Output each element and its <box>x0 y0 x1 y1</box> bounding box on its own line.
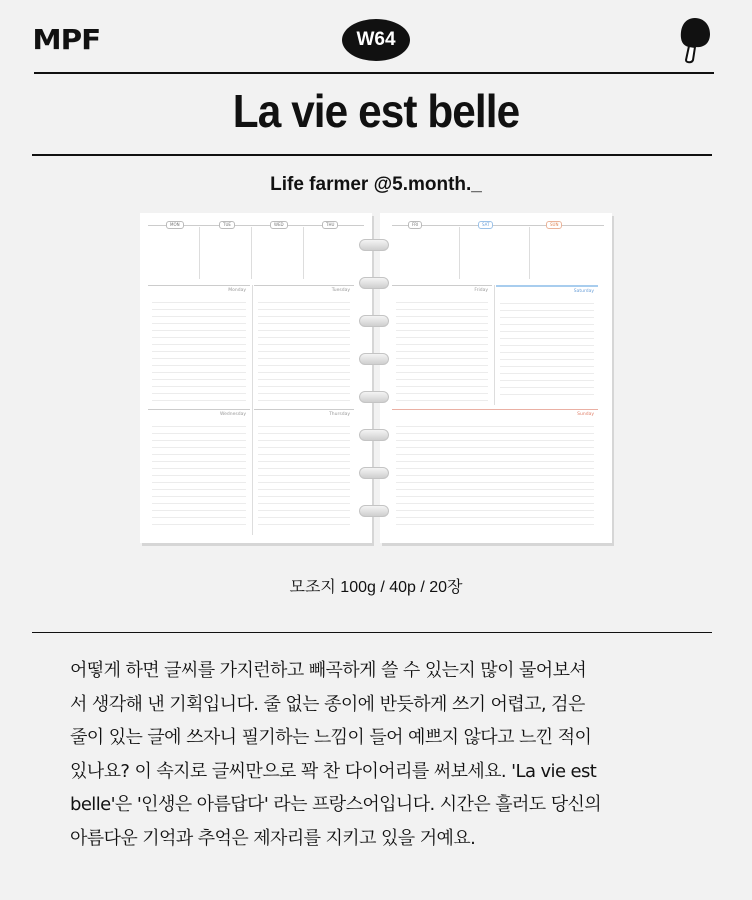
monday-box: Monday <box>148 285 250 405</box>
day-header-sat: SAT <box>478 221 493 229</box>
friday-box: Friday <box>392 285 492 405</box>
title-divider <box>32 154 712 156</box>
binder-rings <box>359 237 389 537</box>
day-header-mon: MON <box>166 221 184 229</box>
product-title: La vie est belle <box>232 85 520 137</box>
sunday-box: Sunday <box>392 409 598 535</box>
day-header-tue: TUE <box>219 221 235 229</box>
day-header-fri: FRI <box>408 221 422 229</box>
header <box>0 0 752 74</box>
saturday-box: Saturday <box>496 285 598 405</box>
paper-spec: 모조지 100g / 40p / 20장 <box>289 579 463 596</box>
planner-right-page <box>380 213 612 543</box>
author-credit: Life farmer @5.month._ <box>270 174 482 195</box>
planner-left-page <box>140 213 372 543</box>
wednesday-box: Wednesday <box>148 409 250 535</box>
tuesday-box: Tuesday <box>254 285 354 405</box>
product-description: 어떻게 하면 글씨를 가지런하고 빼곡하게 쓸 수 있는지 많이 물어보셔 서 생각해 낸 기획입니다. 줄 없는 종이에 반듯하게 쓰기 어렵고, 검은 줄이 있는 글에 쓰자니 필기하는 느낌이 들어 예쁘지 않다고 느낀 적이 있나요? 이 속지로 글씨만으로 꽉 찬 다이어리를 써보세요. 'La vie est belle'은 '인생은 아름답다' 라는 프랑스어입니다. 시간은 흘러도 당신의 아름다운 기억과 추억은 제자리를 지키고 있을 거예요. <box>70 660 602 849</box>
day-header-sun: SUN <box>546 221 562 229</box>
day-header-wed: WED <box>270 221 288 229</box>
product-code-badge: W64 <box>342 19 410 61</box>
planner-preview-image <box>140 213 612 547</box>
mushroom-icon <box>678 16 712 64</box>
day-header-thu: THU <box>322 221 338 229</box>
thursday-box: Thursday <box>254 409 354 535</box>
spec-divider <box>32 632 712 633</box>
top-divider <box>34 72 714 74</box>
brand-logo[interactable]: MPF <box>32 23 101 56</box>
